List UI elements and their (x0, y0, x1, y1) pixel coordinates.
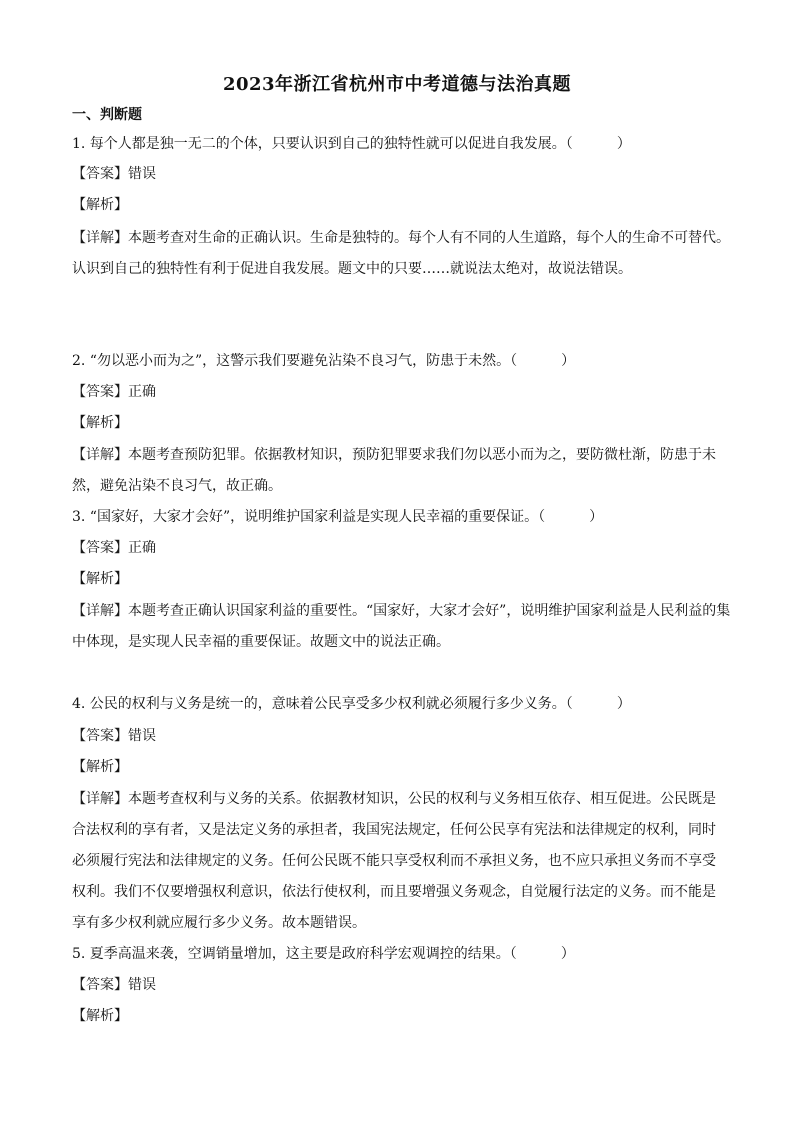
question-4-detail-cont-2: 必须履行宪法和法律规定的义务。任何公民既不能只享受权利而不承担义务，也不应只承担义务而不享受 (72, 853, 716, 869)
question-5-analysis: 【解析】 (72, 1008, 128, 1024)
question-2-answer: 【答案】正确 (72, 384, 156, 400)
question-4-detail: 【详解】本题考查权利与义务的关系。依据教材知识，公民的权利与义务相互依存、相互促进。公民既是 (72, 791, 716, 807)
question-2-detail-cont: 然，避免沾染不良习气，故正确。 (72, 478, 282, 494)
question-4-detail-cont-1: 合法权利的享有者，又是法定义务的承担者，我国宪法规定，任何公民享有宪法和法律规定的权利，同时 (72, 822, 716, 838)
question-5-stem: 5. 夏季高温来袭，空调销量增加，这主要是政府科学宏观调控的结果。（ ） (72, 946, 575, 962)
question-1-answer: 【答案】错误 (72, 166, 156, 182)
question-3-answer: 【答案】正确 (72, 540, 156, 556)
question-1-analysis: 【解析】 (72, 197, 128, 213)
question-3-analysis: 【解析】 (72, 571, 128, 587)
question-2-stem: 2. “勿以恶小而为之”，这警示我们要避免沾染不良习气，防患于未然。（ ） (72, 353, 576, 369)
question-1-detail-cont: 认识到自己的独特性有利于促进自我发展。题文中的只要……就说法太绝对，故说法错误。 (72, 261, 632, 277)
question-4-stem: 4. 公民的权利与义务是统一的，意味着公民享受多少权利就必须履行多少义务。（ ） (72, 696, 631, 712)
question-4-detail-cont-4: 享有多少权利就应履行多少义务。故本题错误。 (72, 915, 366, 931)
question-1-detail: 【详解】本题考查对生命的正确认识。生命是独特的。每个人有不同的人生道路，每个人的生命不可替代。 (72, 230, 730, 246)
question-2-detail: 【详解】本题考查预防犯罪。依据教材知识，预防犯罪要求我们勿以恶小而为之，要防微杜渐，防患于未 (72, 447, 716, 463)
question-5-answer: 【答案】错误 (72, 977, 156, 993)
question-4-analysis: 【解析】 (72, 759, 128, 775)
section-heading: 一、判断题 (72, 107, 142, 123)
question-4-detail-cont-3: 权利。我们不仅要增强权利意识，依法行使权利，而且要增强义务观念，自觉履行法定的义务。而不能是 (72, 884, 716, 900)
question-3-stem: 3. “国家好，大家才会好”，说明维护国家利益是实现人民幸福的重要保证。（ ） (72, 509, 604, 525)
question-2-analysis: 【解析】 (72, 415, 128, 431)
question-3-detail-cont: 中体现，是实现人民幸福的重要保证。故题文中的说法正确。 (72, 634, 450, 650)
question-3-detail: 【详解】本题考查正确认识国家利益的重要性。“国家好，大家才会好”，说明维护国家利益是人民利益的集 (72, 603, 731, 619)
page-title: 2023年浙江省杭州市中考道德与法治真题 (222, 74, 572, 95)
question-1-stem: 1. 每个人都是独一无二的个体，只要认识到自己的独特性就可以促进自我发展。（ ） (72, 136, 631, 152)
question-4-answer: 【答案】错误 (72, 728, 156, 744)
